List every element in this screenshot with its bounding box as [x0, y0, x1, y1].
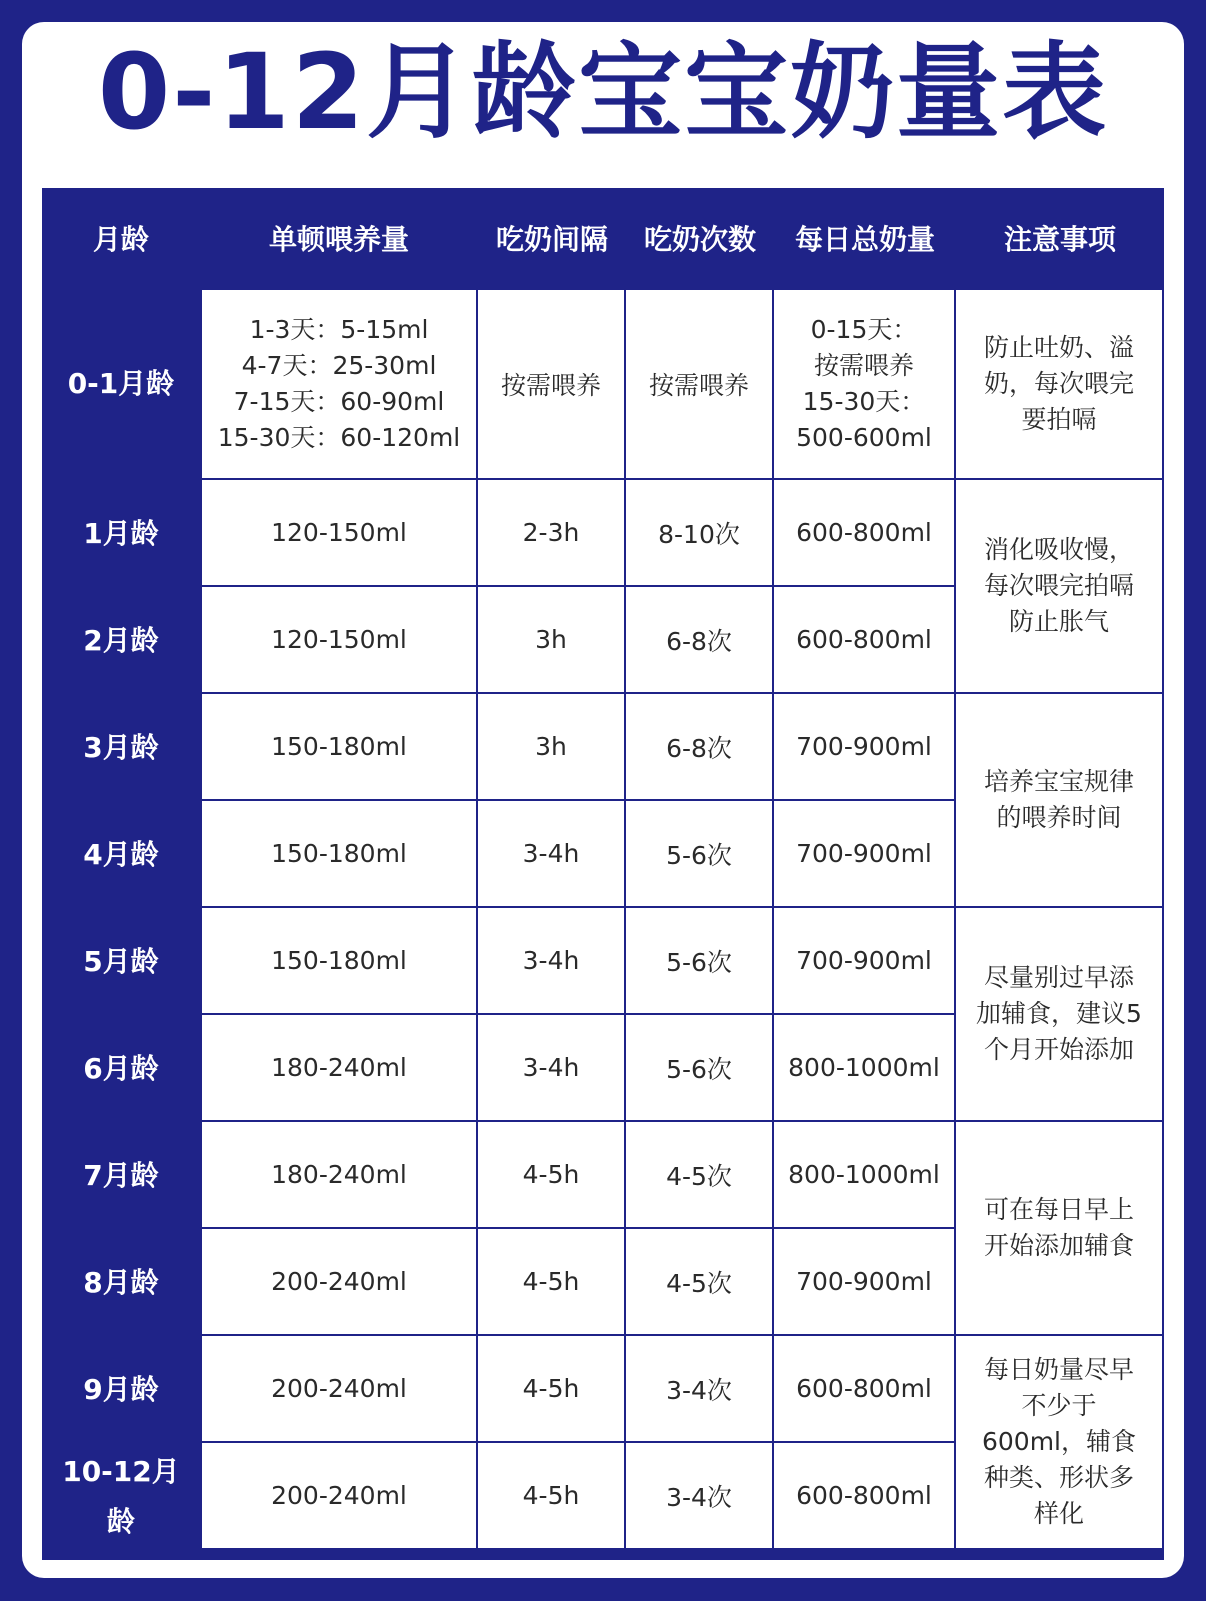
cell-daily: 700-900ml	[774, 908, 956, 1015]
cell-daily: 800-1000ml	[774, 1015, 956, 1122]
cell-amount: 180-240ml	[200, 1122, 478, 1229]
cell-times: 6-8次	[626, 587, 774, 694]
cell-times: 4-5次	[626, 1122, 774, 1229]
cell-interval: 3-4h	[478, 908, 626, 1015]
milk-table	[42, 188, 1164, 1560]
cell-times: 5-6次	[626, 908, 774, 1015]
header-times: 吃奶次数	[643, 223, 756, 256]
row-age: 8月龄	[83, 1265, 159, 1299]
cell-interval: 4-5h	[478, 1336, 626, 1443]
cell-interval: 3h	[478, 694, 626, 801]
cell-amount: 120-150ml	[200, 480, 478, 587]
cell-amount: 150-180ml	[200, 801, 478, 908]
cell-amount: 1-3天：5-15ml 4-7天：25-30ml 7-15天：60-90ml 15-30天：60-120ml	[200, 288, 478, 480]
row-age: 1月龄	[83, 516, 159, 550]
cell-times: 8-10次	[626, 480, 774, 587]
cell-amount: 200-240ml	[200, 1229, 478, 1336]
cell-daily: 600-800ml	[774, 587, 956, 694]
cell-daily: 600-800ml	[774, 1443, 956, 1550]
cell-amount: 200-240ml	[200, 1336, 478, 1443]
header-interval: 吃奶间隔	[495, 223, 608, 256]
cell-note: 培养宝宝规律 的喂养时间	[956, 694, 1164, 908]
cell-amount: 200-240ml	[200, 1443, 478, 1550]
cell-note: 可在每日早上 开始添加辅食	[956, 1122, 1164, 1336]
cell-note: 每日奶量尽早 不少于 600ml，辅食 种类、形状多 样化	[956, 1336, 1164, 1550]
row-age: 3月龄	[83, 730, 159, 764]
cell-times: 按需喂养	[626, 288, 774, 480]
cell-interval: 按需喂养	[478, 288, 626, 480]
cell-interval: 4-5h	[478, 1443, 626, 1550]
header-notes: 注意事项	[1003, 223, 1116, 256]
header-age: 月龄	[92, 223, 149, 256]
row-age: 9月龄	[83, 1372, 159, 1406]
cell-times: 3-4次	[626, 1443, 774, 1550]
cell-daily: 700-900ml	[774, 1229, 956, 1336]
cell-interval: 4-5h	[478, 1122, 626, 1229]
header-amount: 单顿喂养量	[268, 223, 409, 256]
row-age: 7月龄	[83, 1158, 159, 1192]
cell-amount: 120-150ml	[200, 587, 478, 694]
row-age: 0-1月龄	[67, 367, 175, 400]
cell-times: 3-4次	[626, 1336, 774, 1443]
cell-times: 5-6次	[626, 1015, 774, 1122]
row-age: 6月龄	[83, 1051, 159, 1085]
cell-times: 6-8次	[626, 694, 774, 801]
cell-amount: 150-180ml	[200, 694, 478, 801]
cell-interval: 3-4h	[478, 1015, 626, 1122]
cell-interval: 4-5h	[478, 1229, 626, 1336]
cell-daily: 600-800ml	[774, 480, 956, 587]
cell-times: 5-6次	[626, 801, 774, 908]
cell-daily: 700-900ml	[774, 801, 956, 908]
cell-daily: 0-15天： 按需喂养 15-30天： 500-600ml	[774, 288, 956, 480]
page-title: 0-12月龄宝宝奶量表	[97, 31, 1109, 153]
cell-daily: 700-900ml	[774, 694, 956, 801]
cell-interval: 2-3h	[478, 480, 626, 587]
header-daily: 每日总奶量	[794, 223, 935, 256]
cell-note: 尽量别过早添 加辅食，建议5 个月开始添加	[956, 908, 1164, 1122]
cell-daily: 600-800ml	[774, 1336, 956, 1443]
cell-amount: 150-180ml	[200, 908, 478, 1015]
row-age: 5月龄	[83, 944, 159, 978]
cell-times: 4-5次	[626, 1229, 774, 1336]
row-age: 2月龄	[83, 623, 159, 657]
row-age: 10-12月龄	[62, 1454, 180, 1538]
row-age: 4月龄	[83, 837, 159, 871]
cell-note: 消化吸收慢， 每次喂完拍嗝 防止胀气	[956, 480, 1164, 694]
cell-note: 防止吐奶、溢 奶，每次喂完 要拍嗝	[956, 288, 1164, 480]
cell-interval: 3h	[478, 587, 626, 694]
cell-daily: 800-1000ml	[774, 1122, 956, 1229]
cell-interval: 3-4h	[478, 801, 626, 908]
cell-amount: 180-240ml	[200, 1015, 478, 1122]
